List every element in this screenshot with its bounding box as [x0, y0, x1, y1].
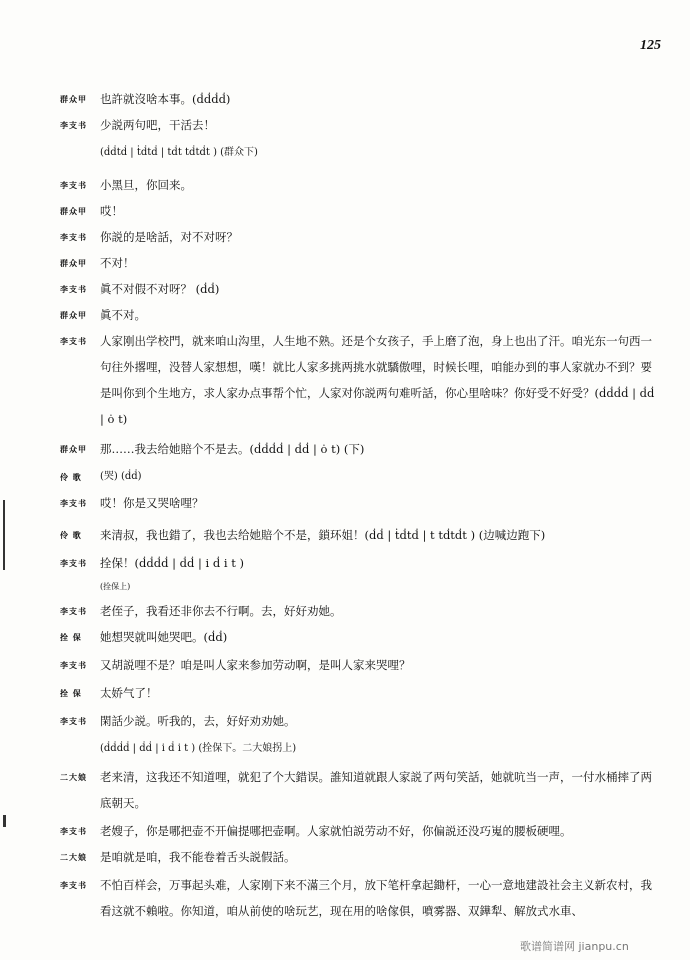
dialogue: 不对！	[100, 256, 135, 270]
dialogue: 老侄子，我看还非你去不行啊。去，好好劝她。	[100, 604, 342, 618]
speaker: 李支书	[60, 180, 87, 190]
speaker: 李支书	[60, 826, 87, 836]
dialogue: 是咱就是咱，我不能卷着舌头説假話。	[100, 850, 296, 864]
dialogue: 眞不对。	[100, 308, 146, 322]
dialogue: 也許就沒啥本事。(ḋḋḋḋ)	[100, 92, 231, 106]
dialogue: 不怕百样会，万事起头难，人家刚下来不滿三个月，放下笔杆拿起鋤杆，一心一意地建設社会主义新农村，我看这就不賴啦。你知道，咱从前使的啥玩艺，现在用的啥傢俱，噴雾器、双鏵犁、解放式水車、	[100, 878, 652, 918]
speaker: 李支书	[60, 660, 87, 670]
dialogue: 閑話少説。听我的，去，好好劝劝她。	[100, 714, 296, 728]
stage-direction: (拴保上)	[100, 582, 131, 591]
watermark: 歌谱简谱网 jianpu.cn	[520, 940, 629, 953]
speaker: 群众甲	[60, 310, 87, 320]
page-number: 125	[640, 38, 661, 53]
dialogue: 又胡説哩不是？咱是叫人家来参加劳动啊，是叫人家来哭哩？	[100, 658, 411, 672]
speaker: 李支书	[60, 336, 87, 346]
speaker: 伶 歌	[60, 530, 82, 540]
speaker: 拴 保	[60, 632, 82, 642]
speaker: 二大娘	[60, 852, 87, 862]
dialogue: 老来清，这我还不知道哩，就犯了个大錯误。誰知道就跟人家説了两句笑話，她就吭当一声，一付水桶摔了两底朝天。	[100, 770, 652, 810]
dialogue: 太娇气了！	[100, 686, 158, 700]
dialogue: 她想哭就叫她哭吧。(ḋḋ)	[100, 630, 228, 644]
speaker: 李支书	[60, 880, 87, 890]
speaker: 群众甲	[60, 94, 87, 104]
speaker: 李支书	[60, 120, 87, 130]
dialogue: 哎！你是又哭啥哩？	[100, 496, 204, 510]
speaker: 群众甲	[60, 444, 87, 454]
speaker: 李支书	[60, 232, 87, 242]
dialogue: 哎！	[100, 204, 123, 218]
speaker: 李支书	[60, 498, 87, 508]
speaker: 群众甲	[60, 258, 87, 268]
speaker: 李支书	[60, 284, 87, 294]
scan-margin-mark	[3, 815, 6, 827]
music-notation: (ḋḋḋḋ | ḋḋ | i ḋ i t ) (拴保下。二大娘拐上)	[100, 743, 297, 754]
speaker: 二大娘	[60, 772, 87, 782]
dialogue: 你説的是啥話，对不对呀？	[100, 230, 238, 244]
speaker: 群众甲	[60, 206, 87, 216]
dialogue: 小黑旦，你回来。	[100, 178, 192, 192]
speaker: 伶 歌	[60, 472, 82, 482]
dialogue: 老嫂子，你是哪把壶不开偏提哪把壶啊。人家就怕説劳动不好，你偏説还没巧嵬的腰板硬哩。	[100, 824, 572, 838]
speaker: 李支书	[60, 716, 87, 726]
speaker: 李支书	[60, 558, 87, 568]
speaker: 拴 保	[60, 688, 82, 698]
dialogue: 少説两句吧，干活去！	[100, 118, 215, 132]
scan-margin-line	[3, 500, 5, 570]
dialogue: 来清叔，我也錯了，我也去给她賠个不是，鎖环姐！(ḋḋ | ṫḋtḋ | t tḋtḋt ) (边喊边跑下)	[100, 528, 546, 542]
dialogue: 那……我去给她賠个不是去。(ḋḋḋḋ | ḋḋ | ȯ t) (下)	[100, 442, 365, 456]
dialogue: 人家刚出学校門，就来咱山沟里，人生地不熟。还是个女孩子，手上磨了泡，身上也出了汗。咱光东一句西一句往外撂哩，没替人家想想，嘆！就比人家多挑两挑水就驕傲哩，时候长哩，咱能办到的事人家就办不到？要是叫你到个生地方，求人家办点事帮个忙，人家对你説两句难听話，你心里啥味？你好受不好受？(ḋḋḋḋ | ḋḋ | ȯ t)	[100, 334, 655, 426]
speaker: 李支书	[60, 606, 87, 616]
dialogue: (哭) (ḋḋ)	[100, 471, 142, 482]
dialogue: 拴保！(ḋḋḋḋ | ḋḋ | i ḋ i t )	[100, 556, 244, 570]
dialogue: 眞不对假不对呀？ (ḋḋ)	[100, 282, 220, 296]
music-notation: (ḋḋtḋ | ṫḋtḋ | tḋt tḋtḋt ) (群众下)	[100, 147, 258, 158]
